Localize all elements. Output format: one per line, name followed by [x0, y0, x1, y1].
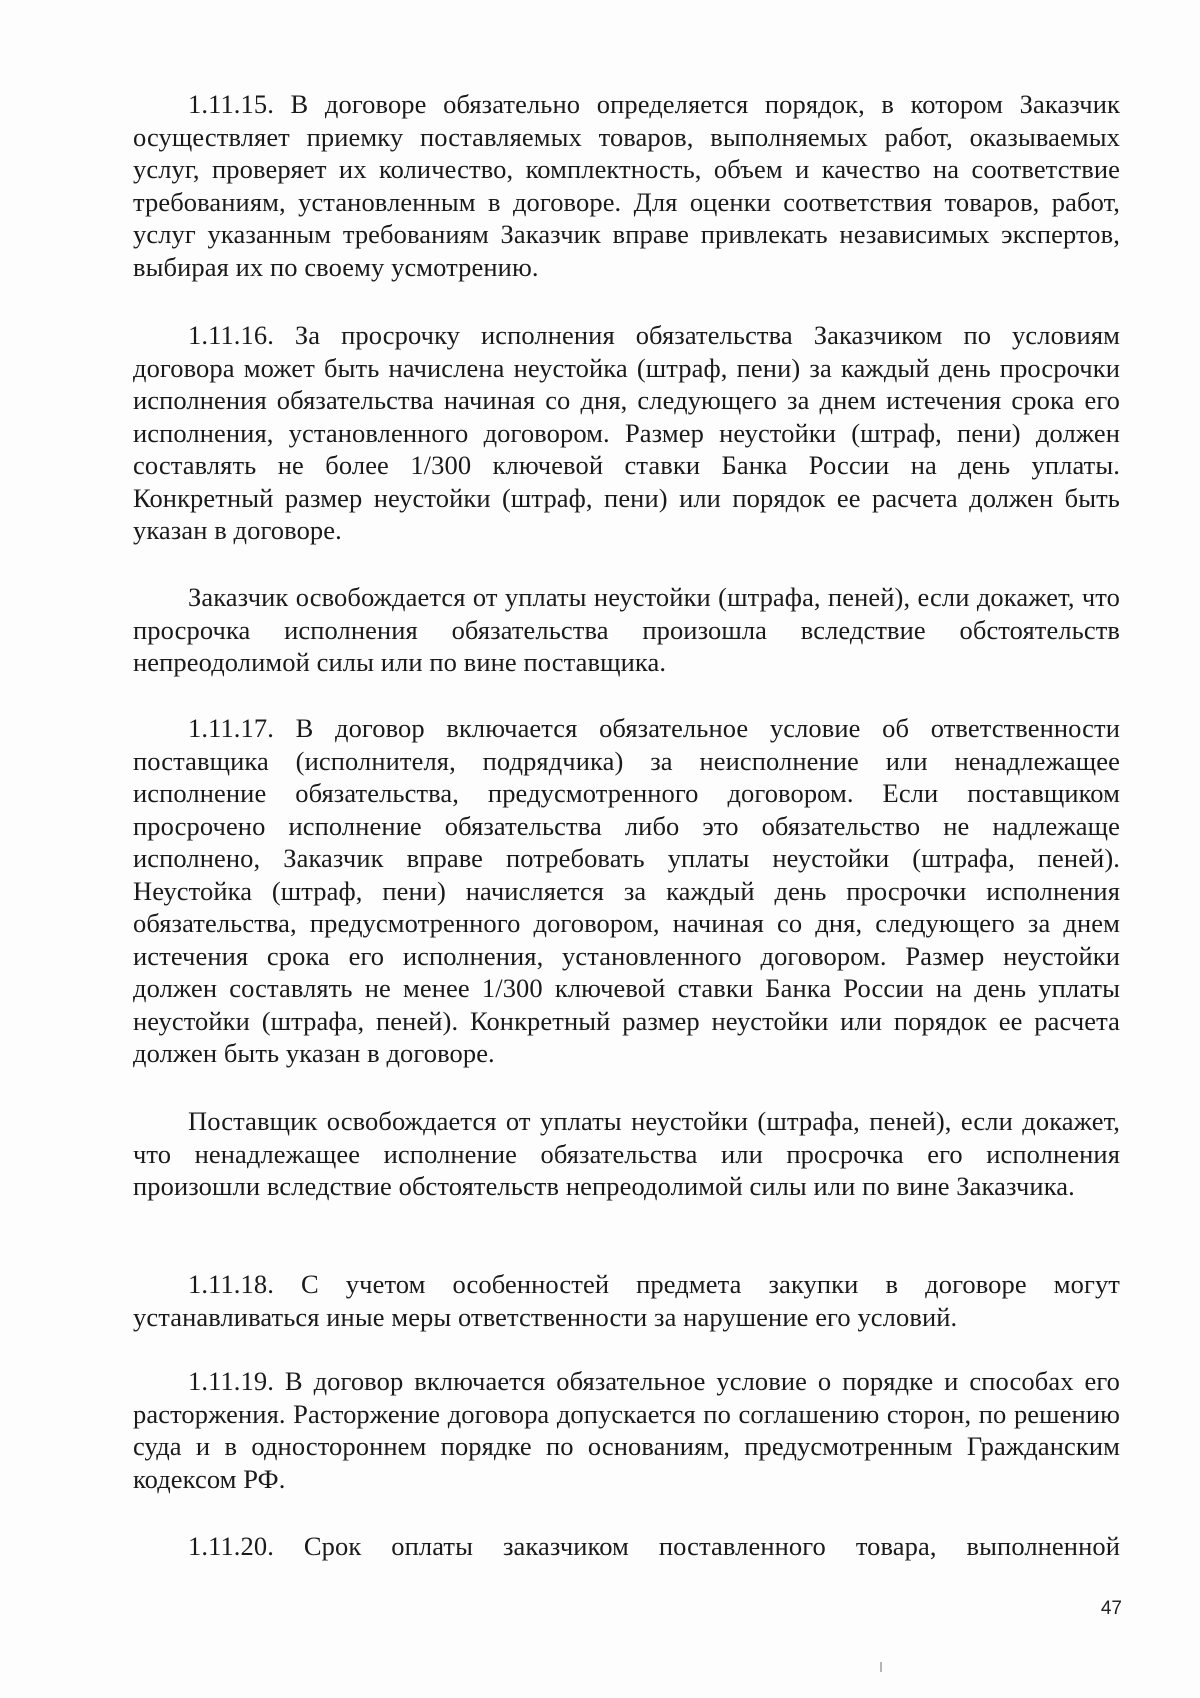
paragraph-1-11-17: 1.11.17. В договор включается обязательное условие об ответственности поставщика (исполнителя, подрядчика) за неисполнение или ненадлежащее исполнение обязательства, предусмотренного договором. Если поставщиком просрочено исполнение обязательства либо это обязательство не надлежаще исполнено, Заказчик вправе потребовать уплаты неустойки (штрафа, пеней). Неустойка (штраф, пени) начисляется за каждый день просрочки исполнения обязательства, предусмотренного договором, начиная со дня, следующего за днем истечения срока его исполнения, установленного договором. Размер неустойки должен составлять не менее 1/300 ключевой ставки Банка России на день уплаты неустойки (штрафа, пеней). Конкретный размер неустойки или порядок ее расчета должен быть указан в договоре. [133, 713, 1120, 1068]
paragraph-1-11-15: 1.11.15. В договоре обязательно определяется порядок, в котором Заказчик осуществляет приемку поставляемых товаров, выполняемых работ, оказываемых услуг, проверяет их количество, комплектность, объем и качество на соответствие требованиям, установленным в договоре. Для оценки соответствия товаров, работ, услуг указанным требованиям Заказчик вправе привлекать независимых экспертов, выбирая их по своему усмотрению. [133, 89, 1120, 282]
paragraph-1-11-16: 1.11.16. За просрочку исполнения обязательства Заказчиком по условиям договора может быть начислена неустойка (штраф, пени) за каждый день просрочки исполнения обязательства начиная со дня, следующего за днем истечения срока его исполнения, установленного договором. Размер неустойки (штраф, пени) должен составлять не более 1/300 ключевой ставки Банка России на день уплаты. Конкретный размер неустойки (штраф, пени) или порядок ее расчета должен быть указан в договоре. [133, 320, 1120, 545]
paragraph-1-11-18: 1.11.18. С учетом особенностей предмета закупки в договоре могут устанавливаться иные меры ответственности за нарушение его условий. [133, 1269, 1120, 1332]
paragraph-1-11-19: 1.11.19. В договор включается обязательное условие о порядке и способах его расторжения. Расторжение договора допускается по соглашению сторон, по решению суда и в одностороннем порядке по основаниям, предусмотренным Гражданским кодексом РФ. [133, 1366, 1120, 1494]
page-number: 47 [1100, 1598, 1122, 1619]
paragraph-customer-exemption: Заказчик освобождается от уплаты неустойки (штрафа, пеней), если докажет, что просрочка исполнения обязательства произошла вследствие обстоятельств непреодолимой силы или по вине поставщика. [133, 582, 1120, 677]
scan-artifact [880, 1662, 882, 1672]
paragraph-supplier-exemption: Поставщик освобождается от уплаты неустойки (штрафа, пеней), если докажет, что ненадлежащее исполнение обязательства или просрочка его исполнения произошли вследствие обстоятельств непреодолимой силы или по вине Заказчика. [133, 1106, 1120, 1201]
paragraph-1-11-20: 1.11.20. Срок оплаты заказчиком поставленного товара, выполненной [188, 1531, 1120, 1561]
